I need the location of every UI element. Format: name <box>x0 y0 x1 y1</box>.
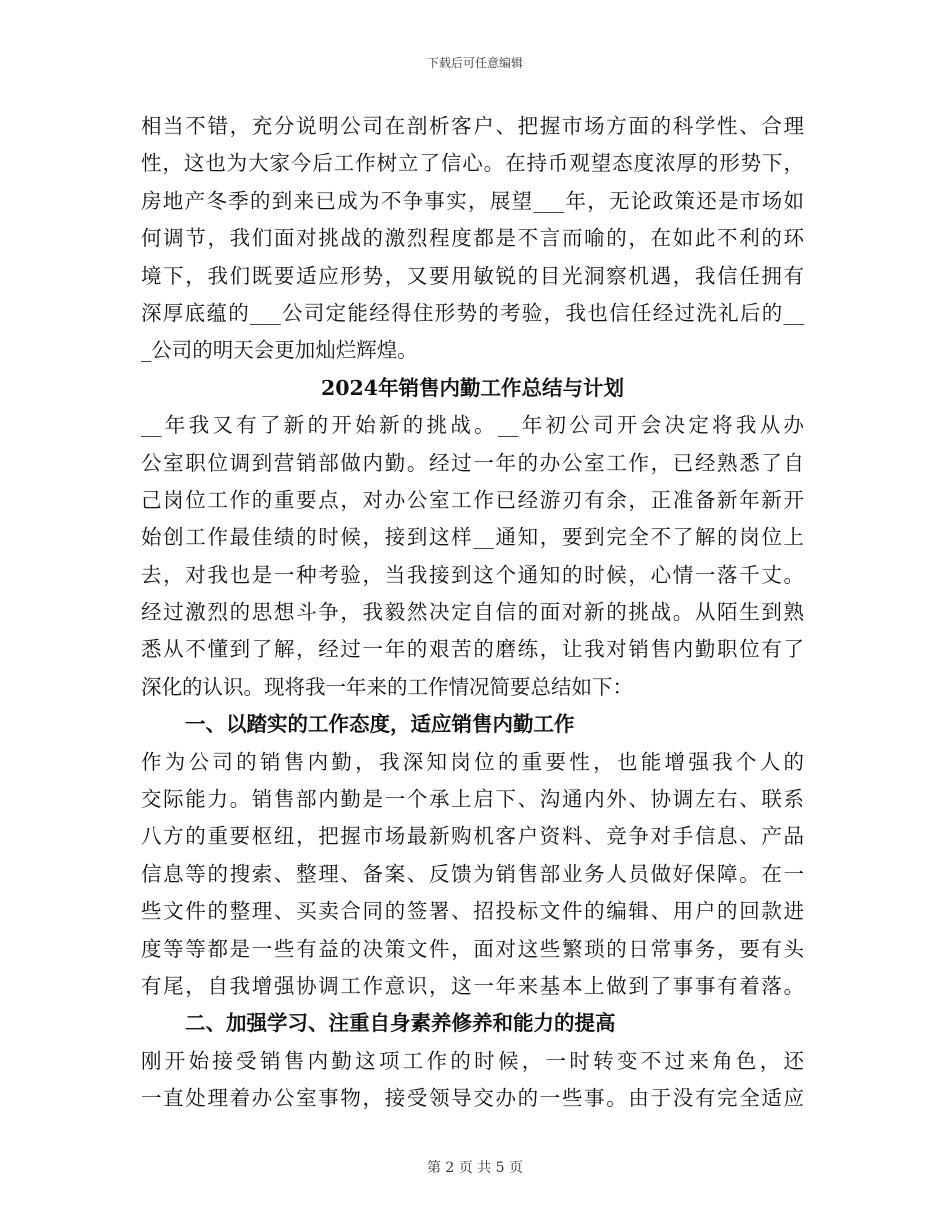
body-line: 公室职位调到营销部做内勤。经过一年的办公室工作，已经熟悉了自 <box>141 450 804 475</box>
body-line: 刚开始接受销售内勤这项工作的时候，一时转变不过来角色，还 <box>141 1048 804 1073</box>
page-footer: 第 2 页 共 5 页 <box>426 1160 524 1176</box>
section-heading-2: 二、加强学习、注重自身素养修养和能力的提高 <box>185 1011 616 1036</box>
body-line: 深化的认识。现将我一年来的工作情况简要总结如下： <box>141 674 633 699</box>
body-line: 深厚底蕴的___公司定能经得住形势的考验，我也信任经过洗礼后的__ <box>141 300 804 325</box>
body-line: 去，对我也是一种考验，当我接到这个通知的时候，心情一落千丈。 <box>141 562 804 587</box>
body-line: 悉从不懂到了解，经过一年的艰苦的磨练，让我对销售内勤职位有了 <box>141 637 804 662</box>
document-title: 2024年销售内勤工作总结与计划 <box>320 375 625 400</box>
body-line: __年我又有了新的开始新的挑战。__年初公司开会决定将我从办 <box>141 413 804 438</box>
body-line: 相当不错，充分说明公司在剖析客户、把握市场方面的科学性、合理 <box>141 114 804 138</box>
body-line: 何调节，我们面对挑战的激烈程度都是不言而喻的，在如此不利的环 <box>141 226 804 251</box>
body-line: 始创工作最佳绩的时候，接到这样__通知，要到完全不了解的岗位上 <box>141 525 804 550</box>
body-line: 信息等的搜索、整理、备案、反馈为销售部业务人员做好保障。在一 <box>141 861 804 886</box>
body-line: 一直处理着办公室事物，接受领导交办的一些事。由于没有完全适应 <box>141 1086 804 1111</box>
body-line: 己岗位工作的重要点，对办公室工作已经游刃有余，正准备新年新开 <box>141 487 804 512</box>
body-line: 有尾，自我增强协调工作意识，这一年来基本上做到了事事有着落。 <box>141 973 804 998</box>
body-line: 作为公司的销售内勤，我深知岗位的重要性，也能增强我个人的 <box>141 749 804 774</box>
document-body <box>141 108 804 1118</box>
body-line: 八方的重要枢纽，把握市场最新购机客户资料、竞争对手信息、产品 <box>141 824 804 849</box>
body-line: 境下，我们既要适应形势，又要用敏锐的目光洞察机遇，我信任拥有 <box>141 263 804 288</box>
body-line: 交际能力。销售部内勤是一个承上启下、沟通内外、协调左右、联系 <box>141 787 804 812</box>
section-heading-1: 一、以踏实的工作态度，适应销售内勤工作 <box>185 712 575 737</box>
body-line: 度等等都是一些有益的决策文件，面对这些繁琐的日常事务，要有头 <box>141 936 804 961</box>
body-line: 性，这也为大家今后工作树立了信心。在持币观望态度浓厚的形势下， <box>141 151 804 176</box>
body-line: _公司的明天会更加灿烂辉煌。 <box>141 338 418 363</box>
body-line: 房地产冬季的到来已成为不争事实，展望___年，无论政策还是市场如 <box>141 188 804 213</box>
body-line: 经过激烈的思想斗争，我毅然决定自信的面对新的挑战。从陌生到熟 <box>141 600 804 625</box>
page-header: 下载后可任意编辑 <box>426 56 523 70</box>
body-line: 些文件的整理、买卖合同的签署、招投标文件的编辑、用户的回款进 <box>141 899 804 924</box>
